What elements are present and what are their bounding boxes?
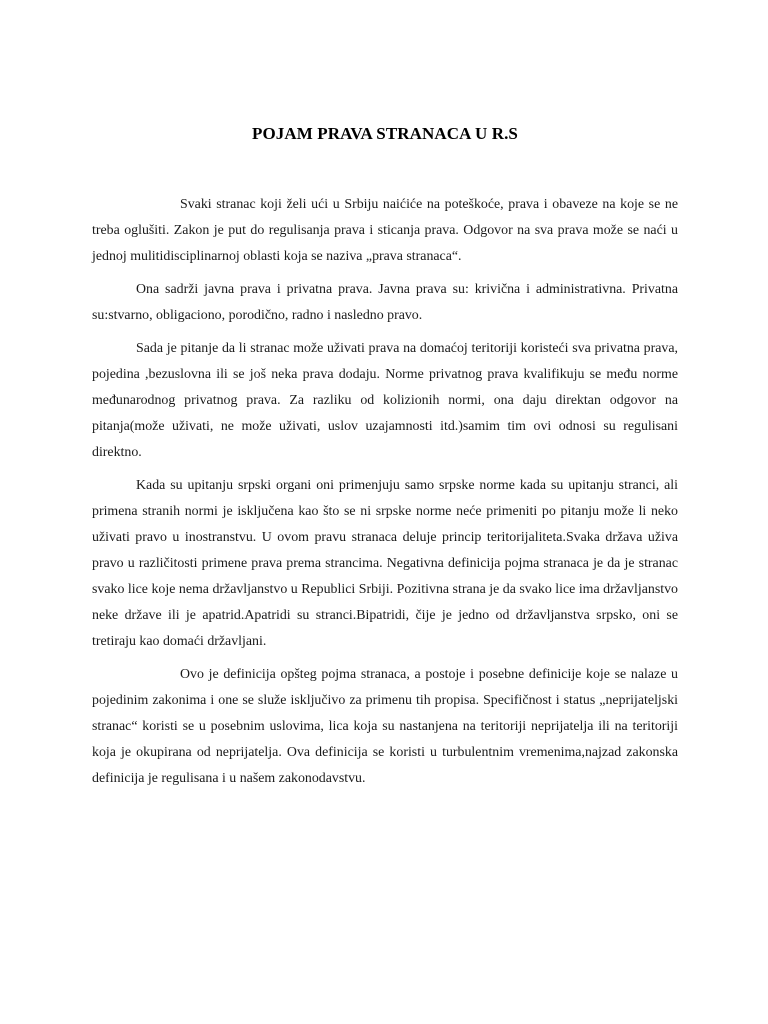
paragraph-2: Ona sadrži javna prava i privatna prava. Javna prava su: krivična i administrativna. Privatna su:stvarno, obligaciono, porodično, radno i nasledno pravo.: [92, 282, 678, 323]
paragraph-4: Kada su upitanju srpski organi oni primenjuju samo srpske norme kada su upitanju stranci, ali primena stranih normi je isključena kao što se ni srpske norme neće primeniti po pitanju može li neko uživati pravo u inostranstvu. U ovom pravu stranaca deluje princip teritorijaliteta.Svaka država uživa pravo u različitosti primene prava prema strancima. Negativna definicija pojma stranaca je da je stranac svako lice koje nema državljanstvo u Republici Srbiji. Pozitivna strana je da svako lice ima državljanstvo neke države ili je apatrid.Apatridi su stranci.Bipatridi, čije je jedno od državljanstva srpsko, oni se tretiraju kao domaći državljani.: [92, 478, 678, 649]
paragraph-3: Sada je pitanje da li stranac može uživati prava na domaćoj teritoriji koristeći sva privatna prava, pojedina ,bezuslovna ili se još neka prava dodaju. Norme privatnog prava kvalifikuju se među norme međunarodnog privatnog prava. Za razliku od kolizionih normi, ona daju direktan odgovor na pitanja(može uživati, ne može uživati, uslov uzajamnosti itd.)samim tim ovi odnosi su regulisani direktno.: [92, 341, 678, 460]
document-title: POJAM PRAVA STRANACA U R.S: [252, 124, 518, 143]
paragraph-5: Ovo je definicija opšteg pojma stranaca, a postoje i posebne definicije koje se nalaze u pojedinim zakonima i one se služe isključivo za primenu tih propisa. Specifičnost i status „neprijateljski stranac“ koristi se u posebnim uslovima, lica koja su nastanjena na teritoriji neprijatelja ili na teritoriji koja je okupirana od neprijatelja. Ova definicija se koristi u turbulentnim vremenima,najzad zakonska definicija je regulisana i u našem zakonodavstvu.: [92, 667, 678, 786]
document-body: [92, 192, 678, 799]
paragraph-1: Svaki stranac koji želi ući u Srbiju naićiće na poteškoće, prava i obaveze na koje se ne treba oglušiti. Zakon je put do regulisanja prava i sticanja prava. Odgovor na sva prava može se naći u jednoj mulitidisciplinarnoj oblasti koja se naziva „prava stranaca“.: [92, 197, 678, 264]
